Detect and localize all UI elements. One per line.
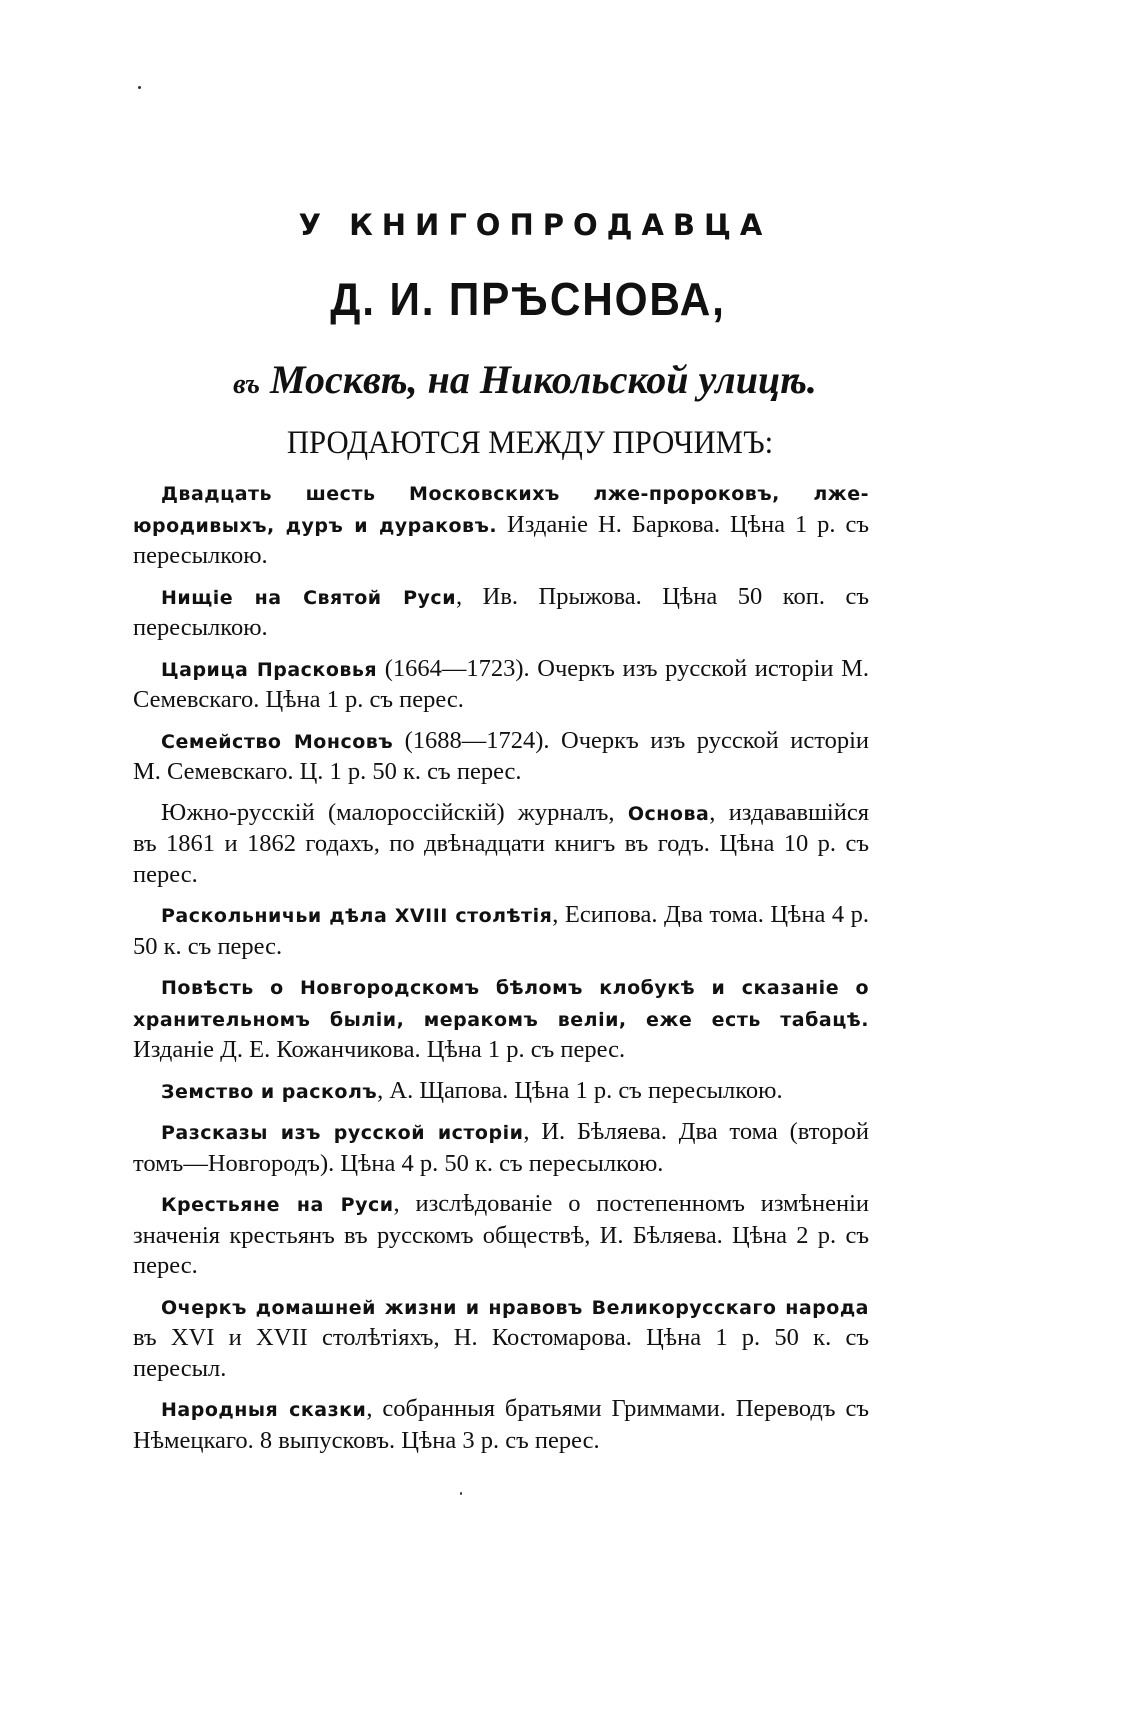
address-prefix: въ [233,369,261,400]
book-entry [133,726,869,788]
address-main: Москвѣ, на Никольской улицѣ. [270,357,817,402]
book-title: Повѣсть о Новгородскомъ бѣломъ клобукѣ и сказаніе о хранительномъ быліи, меракомъ веліи, еже есть табацѣ. [133,977,869,1031]
book-details: , И. Бѣляева. Два тома (второй томъ—Новгородъ). Цѣна 4 р. 50 к. съ пересылкою. [133,1118,869,1177]
bookseller-name: Д. И. ПРѢСНОВА, [330,273,726,325]
book-entry [133,972,869,1066]
book-entry [133,582,869,644]
book-entry [133,1076,869,1108]
book-details: , издававшійся въ 1861 и 1862 годахъ, по двѣнадцати книгъ въ годъ. Цѣна 10 р. съ перес. [133,798,869,888]
book-entry [133,1292,869,1385]
book-entry [133,900,869,962]
book-entry [133,798,869,891]
book-title: Нищіе на Святой Руси [161,586,457,609]
listing-intro: ПРОДАЮТСЯ МЕЖДУ ПРОЧИМЪ: [286,425,774,461]
book-title: Крестьяне на Руси [161,1194,394,1216]
bookseller-address [0,356,1095,403]
book-title: Земство и расколъ [161,1080,378,1103]
book-details: , собранныя братьями Гриммами. Переводъ съ Нѣмецкаго. 8 выпусковъ. Цѣна 3 р. съ перес. [133,1395,869,1454]
book-title: Народныя сказки [161,1399,367,1421]
book-details: , изслѣдованіе о постепенномъ измѣненіи значенія крестьянъ въ русскомъ обществѣ, И. Бѣляева. Цѣна 2 р. съ перес. [133,1190,869,1279]
ink-speck [138,86,141,89]
book-details: Изданіе Д. Е. Кожанчикова. Цѣна 1 р. съ перес. [133,1036,626,1063]
book-entry [133,654,869,716]
book-details: , Ив. Прыжова. Цѣна 50 коп. съ пересылкою. [133,582,869,641]
book-title: Семейство Монсовъ [161,730,394,753]
book-title: Основа [627,802,710,825]
book-details-prefix: Южно-русскій (малороссійскій) журналъ, [161,798,628,826]
book-details: , Есипова. Два тома. Цѣна 4 р. 50 к. съ перес. [133,901,870,960]
book-details: Изданіе Н. Баркова. Цѣна 1 р. съ пересылкою. [133,510,869,569]
book-title: Царица Прасковья [161,658,378,681]
book-details: (1664—1723). Очеркъ изъ русской исторіи М. Семевскаго. Цѣна 1 р. съ перес. [133,654,869,713]
book-title: Очеркъ домашней жизни и нравовъ Великорусскаго народа [161,1296,869,1319]
book-entry [133,1394,869,1456]
book-entry [133,1189,869,1282]
book-entry [133,1117,869,1179]
book-entry [133,478,869,572]
ink-speck [460,1492,462,1495]
book-details: въ XVI и XVII столѣтіяхъ, Н. Костомарова. Цѣна 1 р. 50 к. съ пересыл. [133,1324,869,1382]
book-details: , А. Щапова. Цѣна 1 р. съ пересылкою. [377,1076,783,1104]
book-details: (1688—1724). Очеркъ изъ русской исторіи М. Семевскаго. Ц. 1 р. 50 к. съ перес. [133,726,869,785]
bookseller-heading: У КНИГОПРОДАВЦА [298,208,772,242]
book-title: Раскольничьи дѣла XVIII столѣтія [161,905,553,927]
book-title: Двадцать шесть Московскихъ лже-пророковъ, лже-юродивыхъ, дуръ и дураковъ. [133,483,869,537]
book-listing [133,478,869,1466]
book-title: Разсказы изъ русской исторіи [161,1122,524,1144]
